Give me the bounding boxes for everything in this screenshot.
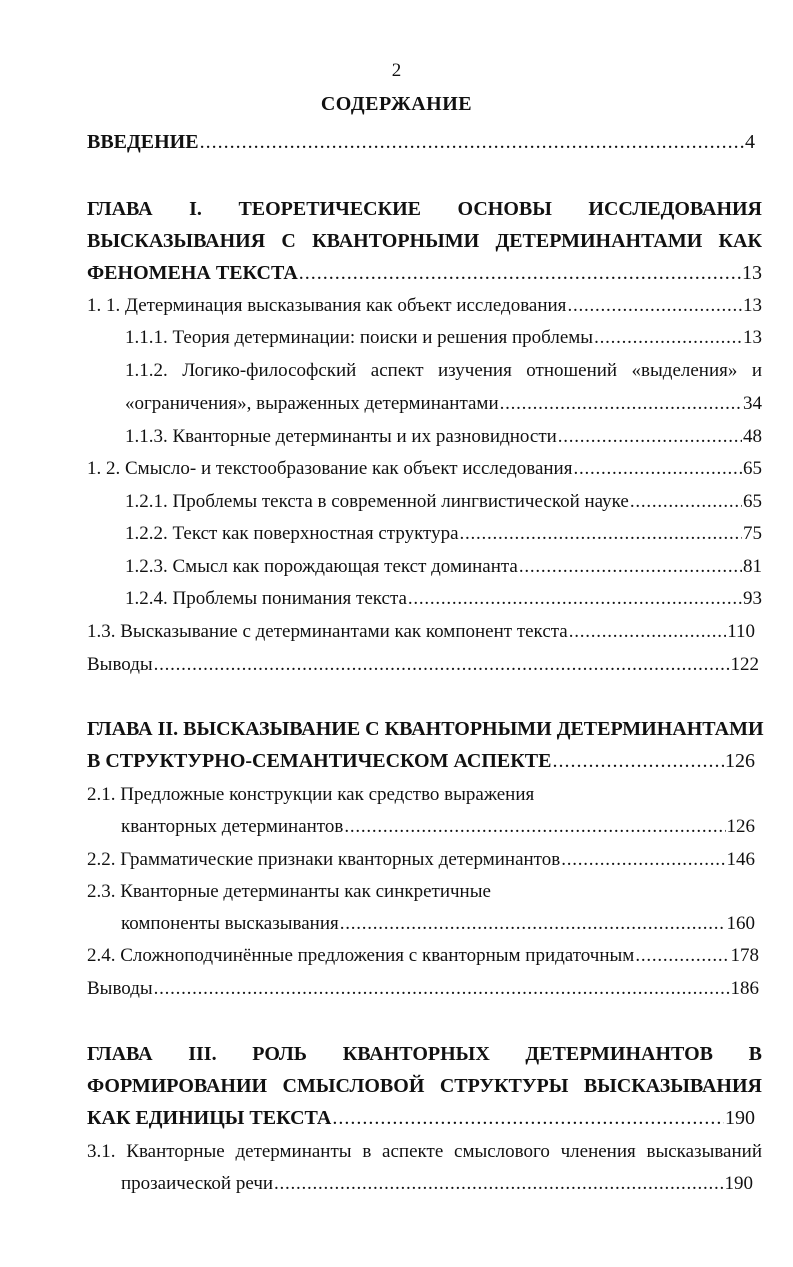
toc-entry-1-1-1[interactable] <box>125 327 762 349</box>
leader-dots <box>635 945 729 967</box>
toc-entry-text: ФЕНОМЕНА ТЕКСТА <box>87 262 298 284</box>
leader-dots <box>558 426 742 448</box>
toc-entry-text: В СТРУКТУРНО-СЕМАНТИЧЕСКОМ АСПЕКТЕ <box>87 750 552 772</box>
toc-entry-2-2[interactable] <box>87 849 755 871</box>
toc-entry-text: 1.2.4. Проблемы понимания текста <box>125 588 407 609</box>
toc-entry-2-4[interactable] <box>87 945 759 967</box>
toc-entry-3-1[interactable] <box>121 1173 753 1195</box>
toc-page-number: 75 <box>743 523 762 544</box>
toc-entry-text: Выводы <box>87 978 153 999</box>
toc-entry-chapter1[interactable] <box>87 262 762 285</box>
toc-page-number: 190 <box>724 1173 753 1194</box>
toc-entry-text: прозаической речи <box>121 1173 274 1194</box>
leader-dots <box>594 327 742 349</box>
chapter3-heading-line2: ФОРМИРОВАНИИ СМЫСЛОВОЙ СТРУКТУРЫ ВЫСКАЗЫВАНИЯ <box>87 1075 762 1097</box>
leader-dots <box>340 913 726 935</box>
toc-page-number: 13 <box>742 262 762 284</box>
leader-dots <box>567 295 742 317</box>
toc-page-number: 93 <box>743 588 762 609</box>
leader-dots <box>630 491 742 513</box>
toc-entry-text: «ограничения», выраженных детерминантами <box>125 393 499 414</box>
toc-page-number: 186 <box>730 978 759 999</box>
toc-page-number: 4 <box>745 131 755 153</box>
leader-dots <box>200 131 744 154</box>
leader-dots <box>408 588 742 610</box>
toc-page-number: 48 <box>743 426 762 447</box>
toc-page-number: 160 <box>726 913 755 934</box>
toc-entry-intro[interactable] <box>87 131 755 154</box>
leader-dots <box>519 556 742 578</box>
toc-entry-1-2-3[interactable] <box>125 556 762 578</box>
toc-entry-1-1[interactable] <box>87 295 762 317</box>
chapter3-heading-line1: ГЛАВА III. РОЛЬ КВАНТОРНЫХ ДЕТЕРМИНАНТОВ В <box>87 1043 762 1065</box>
toc-page-number: 34 <box>743 393 762 414</box>
toc-entry-text: 1.2.1. Проблемы текста в современной лингвистической науке <box>125 491 629 512</box>
toc-page-number: 122 <box>730 654 759 675</box>
toc-page-number: 146 <box>726 849 755 870</box>
page-number: 2 <box>391 60 402 81</box>
toc-entry-text: Выводы <box>87 654 153 675</box>
leader-dots <box>561 849 725 871</box>
toc-title: СОДЕРЖАНИЕ <box>320 93 473 115</box>
toc-entry-chapter1-conclusions[interactable] <box>87 654 759 676</box>
toc-page-number: 13 <box>743 295 762 316</box>
toc-entry-1-1-2[interactable] <box>125 393 762 415</box>
toc-entry-text: ВВЕДЕНИЕ <box>87 131 199 153</box>
toc-entry-text: кванторных детерминантов <box>121 816 344 837</box>
toc-entry-1-2-4[interactable] <box>125 588 762 610</box>
chapter1-heading-line1: ГЛАВА I. ТЕОРЕТИЧЕСКИЕ ОСНОВЫ ИССЛЕДОВАНИЯ <box>87 198 762 220</box>
toc-page-number: 13 <box>743 327 762 348</box>
toc-entry-text: 2.4. Сложноподчинённые предложения с кванторным придаточным <box>87 945 635 966</box>
leader-dots <box>344 816 725 838</box>
toc-page-number: 126 <box>726 816 755 837</box>
leader-dots <box>500 393 742 415</box>
toc-entry-1-1-2-line1: 1.1.2. Логико-философский аспект изучения отношений «выделения» и <box>125 360 762 381</box>
toc-entry-3-1-line1: 3.1. Кванторные детерминанты в аспекте смыслового членения высказываний <box>87 1141 762 1162</box>
toc-entry-text: компоненты высказывания <box>121 913 339 934</box>
toc-entry-text: 1.3. Высказывание с детерминантами как компонент текста <box>87 621 568 642</box>
toc-entry-text: КАК ЕДИНИЦЫ ТЕКСТА <box>87 1107 332 1129</box>
toc-entry-2-1-line1: 2.1. Предложные конструкции как средство выражения <box>87 784 535 805</box>
toc-page-number: 126 <box>725 750 755 772</box>
leader-dots <box>573 458 742 480</box>
toc-entry-text: 1.1.3. Кванторные детерминанты и их разновидности <box>125 426 557 447</box>
chapter2-heading-line1: ГЛАВА II. ВЫСКАЗЫВАНИЕ С КВАНТОРНЫМИ ДЕТЕРМИНАНТАМИ <box>87 718 764 740</box>
toc-page-number: 65 <box>743 458 762 479</box>
leader-dots <box>332 1107 724 1130</box>
toc-entry-chapter2[interactable] <box>87 750 755 773</box>
toc-entry-chapter3[interactable] <box>87 1107 755 1130</box>
toc-entry-1-1-3[interactable] <box>125 426 762 448</box>
toc-entry-1-3[interactable] <box>87 621 755 643</box>
toc-entry-2-1[interactable] <box>121 816 755 838</box>
toc-entry-chapter2-conclusions[interactable] <box>87 978 759 1000</box>
toc-entry-text: 1.2.2. Текст как поверхностная структура <box>125 523 459 544</box>
toc-page-number: 81 <box>743 556 762 577</box>
leader-dots <box>274 1173 723 1195</box>
toc-page-number: 190 <box>725 1107 755 1129</box>
toc-entry-1-2-1[interactable] <box>125 491 762 513</box>
toc-entry-1-2[interactable] <box>87 458 762 480</box>
leader-dots <box>552 750 724 773</box>
toc-entry-text: 2.2. Грамматические признаки кванторных детерминантов <box>87 849 561 870</box>
toc-entry-2-3[interactable] <box>121 913 755 935</box>
leader-dots <box>569 621 726 643</box>
toc-page-number: 65 <box>743 491 762 512</box>
toc-entry-text: 1.2.3. Смысл как порождающая текст доминанта <box>125 556 518 577</box>
toc-entry-2-3-line1: 2.3. Кванторные детерминанты как синкретичные <box>87 881 491 902</box>
toc-page-number: 178 <box>730 945 759 966</box>
toc-entry-1-2-2[interactable] <box>125 523 762 545</box>
leader-dots <box>154 978 730 1000</box>
toc-entry-text: 1. 2. Смысло- и текстообразование как объект исследования <box>87 458 573 479</box>
leader-dots <box>460 523 742 545</box>
leader-dots <box>154 654 730 676</box>
leader-dots <box>299 262 741 285</box>
toc-page-number: 110 <box>727 621 755 642</box>
chapter1-heading-line2: ВЫСКАЗЫВАНИЯ С КВАНТОРНЫМИ ДЕТЕРМИНАНТАМИ КАК <box>87 230 762 252</box>
toc-entry-text: 1.1.1. Теория детерминации: поиски и решения проблемы <box>125 327 594 348</box>
toc-entry-text: 1. 1. Детерминация высказывания как объект исследования <box>87 295 567 316</box>
